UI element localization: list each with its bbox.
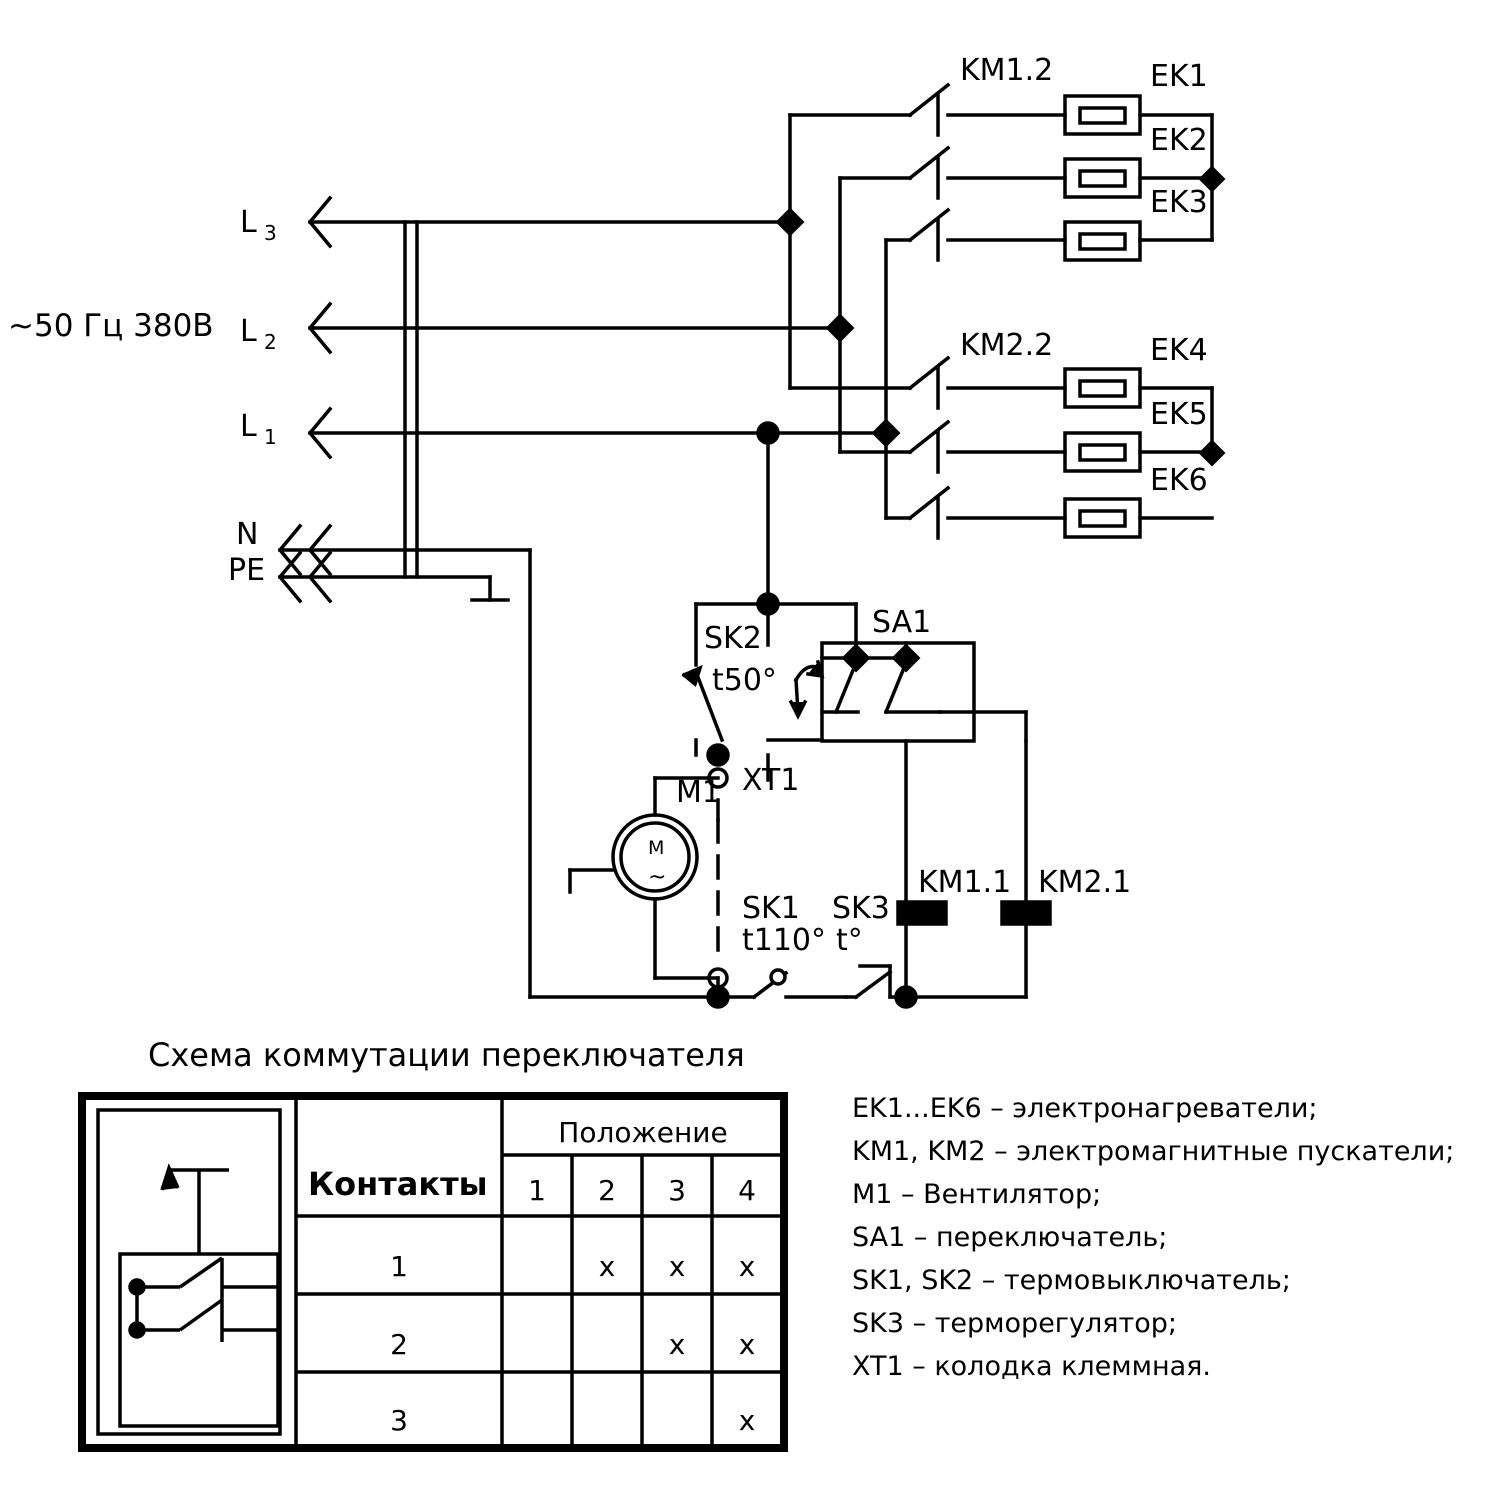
phase-label-L3-sub: 3	[264, 221, 277, 245]
legend-item-7: XT1 – колодка клеммная.	[852, 1351, 1212, 1382]
table-position-4: 4	[738, 1174, 756, 1207]
heater-label-ek1: EK1	[1150, 59, 1208, 94]
km2-1-coil	[906, 712, 1131, 997]
table-cell-r2c3: x	[668, 1328, 686, 1361]
phase-terminal-L1	[240, 409, 884, 457]
motor-symbol: М	[648, 837, 665, 859]
table-row-contact-2: 2	[390, 1328, 408, 1361]
phase-label-L2-sub: 2	[264, 330, 277, 354]
table-cell-r2c4: x	[738, 1328, 756, 1361]
phase-label-L3: L	[240, 205, 257, 240]
table-row-contact-3: 3	[390, 1404, 408, 1437]
legend-item-5: SK1, SK2 – термовыключатель;	[852, 1265, 1291, 1296]
phase-terminal-N	[236, 517, 530, 574]
phase-terminal-PE	[228, 553, 508, 601]
table-position-3: 3	[668, 1174, 686, 1207]
m1-motor	[570, 775, 721, 978]
legend-item-2: KM1, KM2 – электромагнитные пускатели;	[852, 1136, 1455, 1167]
sk3-thermostat	[832, 891, 906, 997]
sk2-temp-label: t50°	[712, 663, 777, 698]
switch-symbol-graphic	[98, 1110, 280, 1434]
heater-label-ek6: EK6	[1150, 463, 1208, 498]
table-cell-r1c4: x	[738, 1250, 756, 1283]
sk3-label: SK3	[832, 891, 890, 926]
sa1-selector-switch	[791, 605, 974, 741]
table-title: Схема коммутации переключателя	[148, 1036, 745, 1074]
table-header-position: Положение	[558, 1116, 728, 1149]
phase-label-L1-sub: 1	[264, 425, 277, 449]
phase-label-L2: L	[240, 314, 257, 349]
legend-item-1: EK1...EK6 – электронагреватели;	[852, 1093, 1318, 1124]
heater-label-ek5: EK5	[1150, 397, 1208, 432]
heater-label-ek2: EK2	[1150, 123, 1208, 158]
phase-label-L1: L	[240, 409, 257, 444]
sk2-label: SK2	[704, 621, 762, 656]
legend-item-3: M1 – Вентилятор;	[852, 1179, 1102, 1210]
km2-2-label: KM2.2	[960, 328, 1054, 363]
sk3-temp-label: t°	[836, 923, 863, 958]
legend-item-6: SK3 – терморегулятор;	[852, 1308, 1177, 1339]
sa1-label: SA1	[872, 605, 932, 640]
sk1-label: SK1	[742, 891, 800, 926]
legend-item-4: SA1 – переключатель;	[852, 1222, 1168, 1253]
phase-label-PE: PE	[228, 553, 266, 588]
phase-terminal-L2	[240, 304, 840, 354]
table-position-1: 1	[528, 1174, 546, 1207]
phase-terminal-L3	[240, 198, 800, 246]
heater-ek4	[1065, 333, 1212, 407]
source-label-group	[8, 308, 214, 344]
sk2-thermal-switch	[684, 604, 777, 755]
heater-label-ek4: EK4	[1150, 333, 1208, 368]
table-cell-r3c4: x	[738, 1404, 756, 1437]
table-row-contact-1: 1	[390, 1250, 408, 1283]
km2-2-contact-block	[790, 222, 1065, 538]
sk1-thermal-switch	[718, 891, 846, 997]
table-header-contacts: Контакты	[308, 1165, 488, 1203]
table-position-2: 2	[598, 1174, 616, 1207]
km1-2-label: KM1.2	[960, 53, 1054, 88]
km2-1-label: KM2.1	[1038, 865, 1132, 900]
heater-label-ek3: EK3	[1150, 185, 1208, 220]
legend-block	[852, 1093, 1454, 1382]
m1-label: M1	[676, 775, 721, 810]
xt1-label: XT1	[742, 763, 800, 798]
km1-1-label: KM1.1	[918, 865, 1012, 900]
sk1-temp-label: t110°	[742, 923, 827, 958]
phase-label-N: N	[236, 517, 259, 552]
switching-table	[82, 1096, 784, 1448]
source-label: ~50 Гц 380В	[8, 308, 214, 344]
motor-symbol-ac: ~	[648, 865, 667, 890]
bus-bars	[405, 222, 417, 577]
heater-ek6	[1065, 463, 1212, 537]
table-cell-r1c3: x	[668, 1250, 686, 1283]
km1-1-coil	[898, 741, 1011, 997]
table-cell-r1c2: x	[598, 1250, 616, 1283]
